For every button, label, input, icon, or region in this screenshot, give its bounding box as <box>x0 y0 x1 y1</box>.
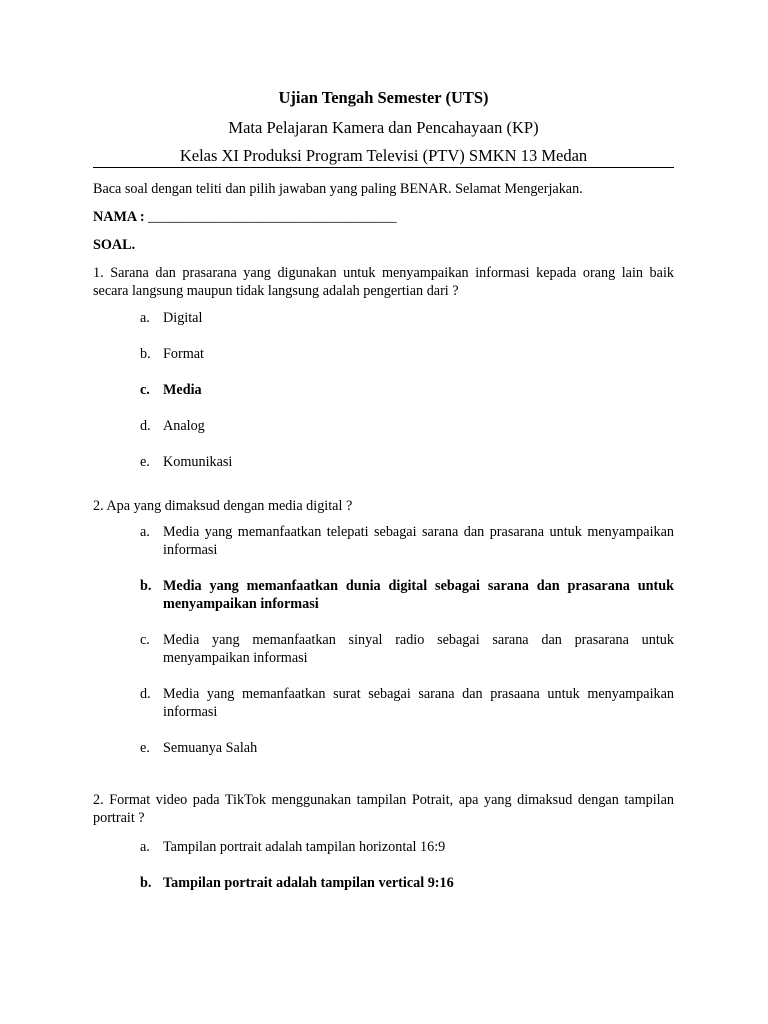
question-2-options <box>93 523 674 757</box>
option-letter: d. <box>140 686 151 702</box>
option-text: Semuanya Salah <box>163 740 258 756</box>
option-letter: d. <box>140 418 151 434</box>
option-1d <box>93 417 674 435</box>
option-text: Media yang memanfaatkan surat sebagai sarana dan prasaana untuk menyampaikan informasi <box>163 686 674 720</box>
option-text: Analog <box>163 418 205 434</box>
option-letter: e. <box>140 454 150 470</box>
option-text: Media yang memanfaatkan dunia digital sebagai sarana dan prasarana untuk menyampaikan informasi <box>163 578 674 612</box>
option-3a <box>93 838 674 856</box>
question-3-text: 2. Format video pada TikTok menggunakan tampilan Potrait, apa yang dimaksud dengan tampilan portrait ? <box>93 792 674 826</box>
question-3-options <box>93 838 674 892</box>
name-blank-line: ___________________________________ <box>144 209 397 225</box>
question-2-text: 2. Apa yang dimaksud dengan media digital ? <box>93 498 353 514</box>
option-2a <box>93 523 674 559</box>
option-2c <box>93 631 674 667</box>
question-1-options <box>93 309 674 471</box>
option-1c-correct <box>93 381 674 399</box>
option-1a <box>93 309 674 327</box>
option-letter: b. <box>140 875 152 891</box>
option-2e <box>93 739 674 757</box>
option-text: Media yang memanfaatkan telepati sebagai sarana dan prasarana untuk menyampaikan informasi <box>163 524 674 558</box>
option-text: Tampilan portrait adalah tampilan horizontal 16:9 <box>163 839 446 855</box>
option-letter: a. <box>140 839 150 855</box>
option-text: Media yang memanfaatkan sinyal radio sebagai sarana dan prasarana untuk menyampaikan informasi <box>163 632 674 666</box>
option-letter: e. <box>140 740 150 756</box>
option-1b <box>93 345 674 363</box>
option-text: Tampilan portrait adalah tampilan vertical 9:16 <box>163 875 454 891</box>
option-1e <box>93 453 674 471</box>
option-2d <box>93 685 674 721</box>
option-letter: b. <box>140 578 152 594</box>
option-letter: c. <box>140 632 150 648</box>
section-label: SOAL. <box>93 237 136 253</box>
option-3b-correct <box>93 874 674 892</box>
option-text: Media <box>163 382 202 398</box>
option-2b-correct <box>93 577 674 613</box>
exam-page <box>93 88 674 910</box>
option-text: Digital <box>163 310 203 326</box>
option-letter: c. <box>140 382 150 398</box>
instructions-text: Baca soal dengan teliti dan pilih jawaban yang paling BENAR. Selamat Mengerjakan. <box>93 181 583 197</box>
exam-title: Ujian Tengah Semester (UTS) <box>278 88 489 107</box>
option-text: Komunikasi <box>163 454 233 470</box>
option-text: Format <box>163 346 204 362</box>
name-field <box>93 208 674 226</box>
option-letter: b. <box>140 346 151 362</box>
option-letter: a. <box>140 524 150 540</box>
name-label: NAMA : <box>93 209 145 225</box>
option-letter: a. <box>140 310 150 326</box>
question-1-text: 1. Sarana dan prasarana yang digunakan untuk menyampaikan informasi kepada orang lain baik secara langsung maupun tidak langsung adalah pengertian dari ? <box>93 265 674 299</box>
class-school-line: Kelas XI Produksi Program Televisi (PTV) SMKN 13 Medan <box>93 146 674 168</box>
subject-line: Mata Pelajaran Kamera dan Pencahayaan (KP) <box>228 118 539 137</box>
